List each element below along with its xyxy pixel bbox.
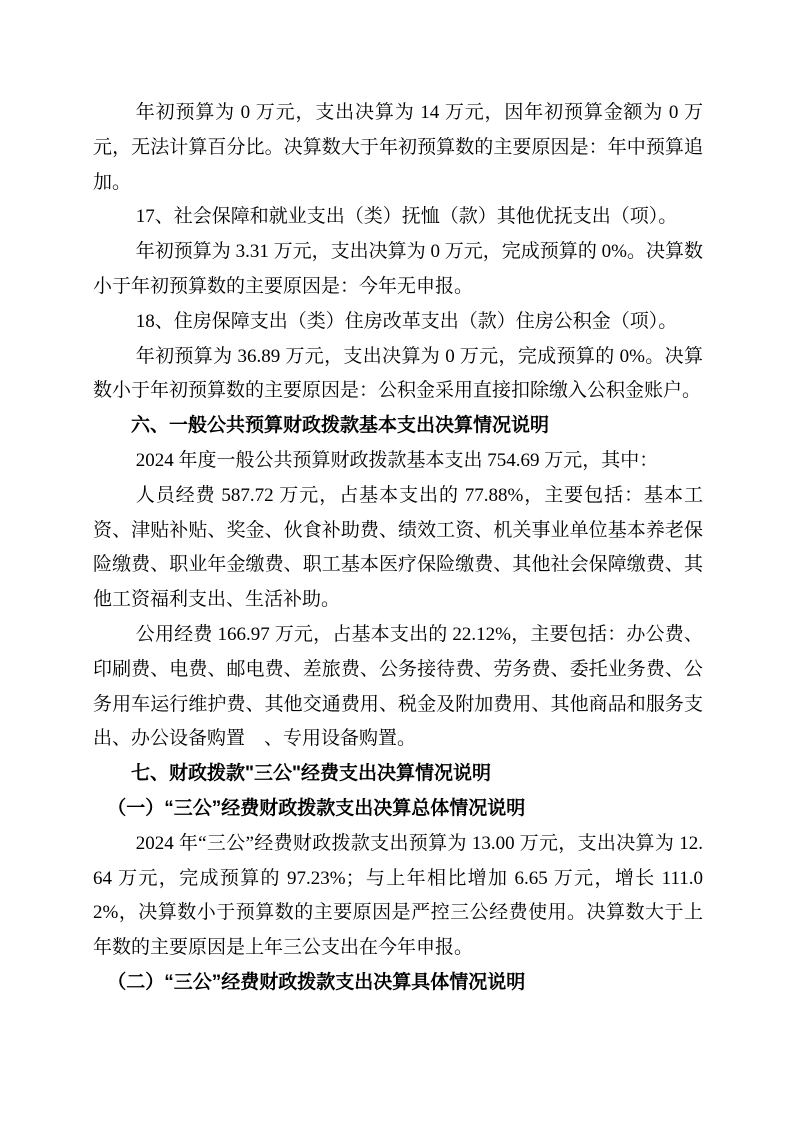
paragraph: 2024 年度一般公共预算财政拨款基本支出 754.69 万元，其中： [135, 449, 659, 471]
paragraph: 2024 年“三公”经费财政拨款支出预算为 13.00 万元，支出决算为 12.64 万元，完成预算的 97.23%；与上年相比增加 6.65 万元，增长 111.02%，决算数小于预算数的主要原因是严控三公经费使用。决算数大于上年数的主要原因是上年三公支出在今年申报。 [93, 832, 703, 959]
paragraph: 17、社会保障和就业支出（类）抚恤（款）其他优抚支出（项）。 [135, 206, 678, 228]
section-heading: （一）“三公”经费财政拨款支出决算总体情况说明 [107, 797, 526, 819]
section-heading: 六、一般公共预算财政拨款基本支出决算情况说明 [131, 415, 550, 437]
section-heading: 七、财政拨款"三公"经费支出决算情况说明 [131, 763, 492, 785]
document-content [93, 96, 703, 1001]
paragraph: 年初预算为 0 万元，支出决算为 14 万元，因年初预算金额为 0 万元，无法计算百分比。决算数大于年初预算数的主要原因是：年中预算追加。 [93, 102, 703, 193]
paragraph: 人员经费 587.72 万元，占基本支出的 77.88%，主要包括：基本工资、津贴补贴、奖金、伙食补助费、绩效工资、机关事业单位基本养老保险缴费、职业年金缴费、职工基本医疗保险缴费、其他社会保障缴费、其他工资福利支出、生活补助。 [93, 484, 703, 611]
section-heading: （二）“三公”经费财政拨款支出决算具体情况说明 [107, 971, 526, 993]
paragraph: 年初预算为 3.31 万元，支出决算为 0 万元，完成预算的 0%。决算数小于年初预算数的主要原因是：今年无申报。 [93, 241, 703, 297]
paragraph: 年初预算为 36.89 万元，支出决算为 0 万元，完成预算的 0%。决算数小于年初预算数的主要原因是：公积金采用直接扣除缴入公积金账户。 [93, 345, 703, 402]
paragraph: 公用经费 166.97 万元，占基本支出的 22.12%，主要包括：办公费、印刷费、电费、邮电费、差旅费、公务接待费、劳务费、委托业务费、公务用车运行维护费、其他交通费用、税金及附加费用、其他商品和服务支出、办公设备购置 、专用设备购置。 [93, 623, 703, 750]
paragraph: 18、住房保障支出（类）住房改革支出（款）住房公积金（项）。 [135, 310, 678, 332]
